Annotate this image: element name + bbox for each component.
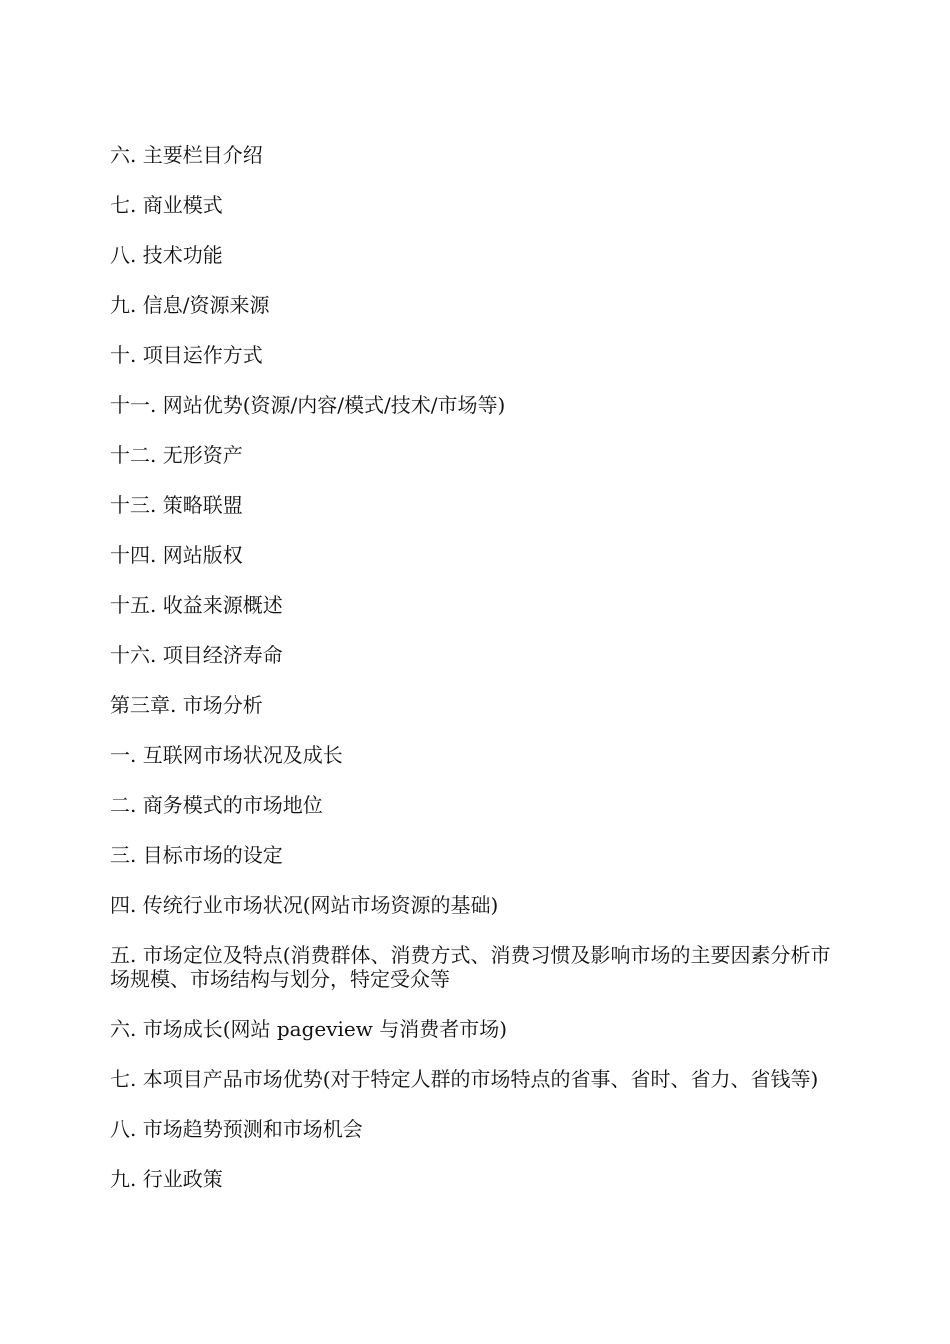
outline-item: 九. 行业政策 [110,1167,223,1191]
outline-item: 七. 商业模式 [110,193,223,217]
outline-item: 十. 项目运作方式 [110,343,263,367]
outline-item: 八. 技术功能 [110,243,223,267]
outline-item: 二. 商务模式的市场地位 [110,793,323,817]
outline-item: 七. 本项目产品市场优势(对于特定人群的市场特点的省事、省时、省力、省钱等) [110,1067,819,1091]
outline-item: 十四. 网站版权 [110,543,243,567]
outline-item: 十二. 无形资产 [110,443,243,467]
outline-item: 六. 市场成长(网站 pageview 与消费者市场) [110,1017,508,1041]
outline-item: 八. 市场趋势预测和市场机会 [110,1117,363,1141]
outline-item: 三. 目标市场的设定 [110,843,283,867]
outline-item: 十六. 项目经济寿命 [110,643,283,667]
chapter-heading: 第三章. 市场分析 [110,693,263,717]
outline-list [110,143,845,1217]
outline-item: 六. 主要栏目介绍 [110,143,263,167]
outline-item: 十一. 网站优势(资源/内容/模式/技术/市场等) [110,393,506,417]
outline-item: 四. 传统行业市场状况(网站市场资源的基础) [110,893,499,917]
outline-item: 十三. 策略联盟 [110,493,243,517]
outline-item: 五. 市场定位及特点(消费群体、消费方式、消费习惯及影响市场的主要因素分析市场规模、市场结构与划分，特定受众等 [110,943,831,991]
outline-item: 九. 信息/资源来源 [110,293,270,317]
outline-item: 一. 互联网市场状况及成长 [110,743,343,767]
outline-item: 十五. 收益来源概述 [110,593,283,617]
